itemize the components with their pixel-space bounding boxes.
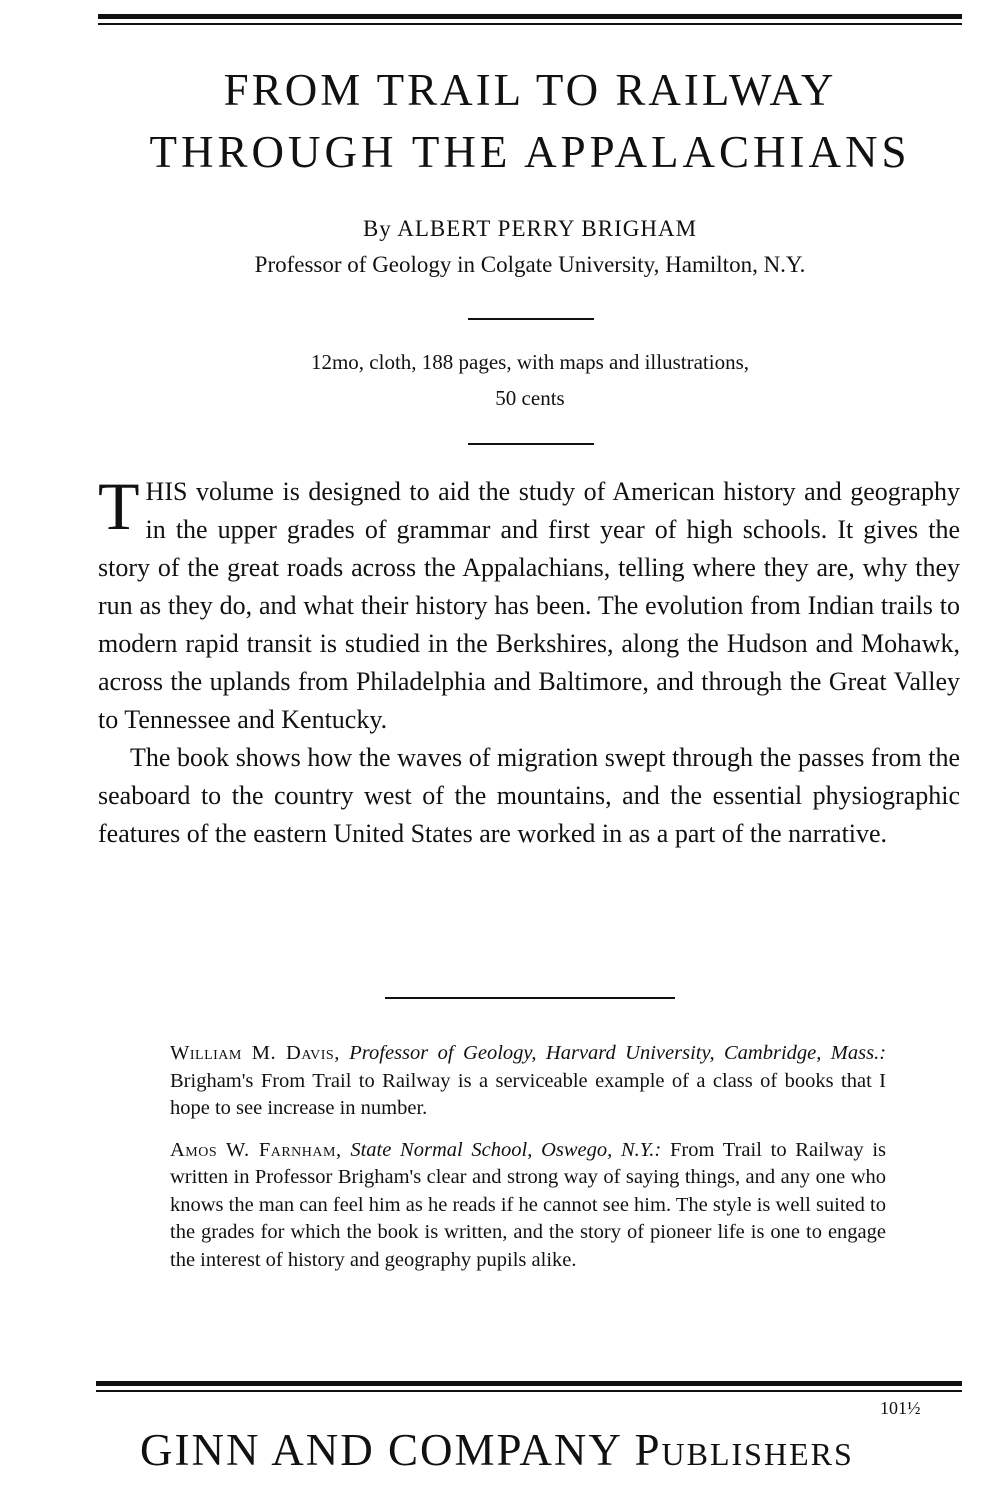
bottom-double-rule — [96, 1381, 962, 1392]
book-price: 50 cents — [495, 386, 565, 410]
author-affiliation: Professor of Geology in Colgate University, Hamilton, N.Y. — [254, 252, 806, 277]
drop-cap: T — [98, 468, 140, 544]
divider-rule — [468, 318, 594, 320]
testimonial — [170, 1137, 886, 1275]
book-title-line-2: THROUGH THE APPALACHIANS — [149, 127, 911, 177]
publisher-name: GINN AND COMPANY — [140, 1425, 622, 1475]
publisher-imprint — [140, 1425, 854, 1475]
description-body — [98, 468, 960, 853]
testimonial-title: Professor of Geology, Harvard University, Cambridge, Mass.: — [349, 1042, 887, 1064]
testimonial — [170, 1040, 886, 1123]
divider-rule — [385, 997, 675, 999]
book-title-line-1: FROM TRAIL TO RAILWAY — [223, 65, 837, 115]
divider-rule — [468, 443, 594, 445]
testimonial-quote: Brigham's From Trail to Railway is a serviceable example of a class of books that I hope to see increase in number. — [170, 1069, 886, 1119]
catalog-number: 101½ — [880, 1398, 921, 1418]
paragraph-text: HIS volume is designed to aid the study of American history and geography in the upper grades of grammar and first year of high schools. It gives the story of the great roads across the Appalachians, telling where they are, why they run as they do, and what their history has been. The evolution from Indian trails to modern rapid transit is studied in the Berkshires, along the Hudson and Mohawk, across the uplands from Philadelphia and Baltimore, and through the Great Valley to Tennessee and Kentucky. — [98, 477, 960, 734]
top-double-rule — [98, 14, 962, 25]
description-paragraph: The book shows how the waves of migration swept through the passes from the seaboard to the country west of the mountains, and the essential physiographic features of the eastern United States are worked in as a part of the narrative. — [98, 743, 960, 848]
publishers-initial: P — [634, 1425, 662, 1475]
testimonial-title: State Normal School, Oswego, N.Y.: — [350, 1138, 662, 1161]
testimonials — [170, 1040, 886, 1288]
testimonial-name: William M. Davis, — [170, 1042, 340, 1064]
publishers-word: UBLISHERS — [661, 1436, 854, 1472]
book-format: 12mo, cloth, 188 pages, with maps and illustrations, — [310, 350, 750, 374]
description-paragraph — [98, 468, 960, 739]
testimonial-quote: From Trail to Railway is written in Professor Brigham's clear and strong way of saying things, and any one who knows the man can feel him as he reads if he cannot see him. The style is well suited to the grades for which the book is written, and the story of pioneer life is one to engage the interest of history and geography pupils alike. — [170, 1138, 887, 1271]
author-byline: By ALBERT PERRY BRIGHAM — [362, 216, 698, 241]
testimonial-name: Amos W. Farnham, — [170, 1138, 342, 1161]
